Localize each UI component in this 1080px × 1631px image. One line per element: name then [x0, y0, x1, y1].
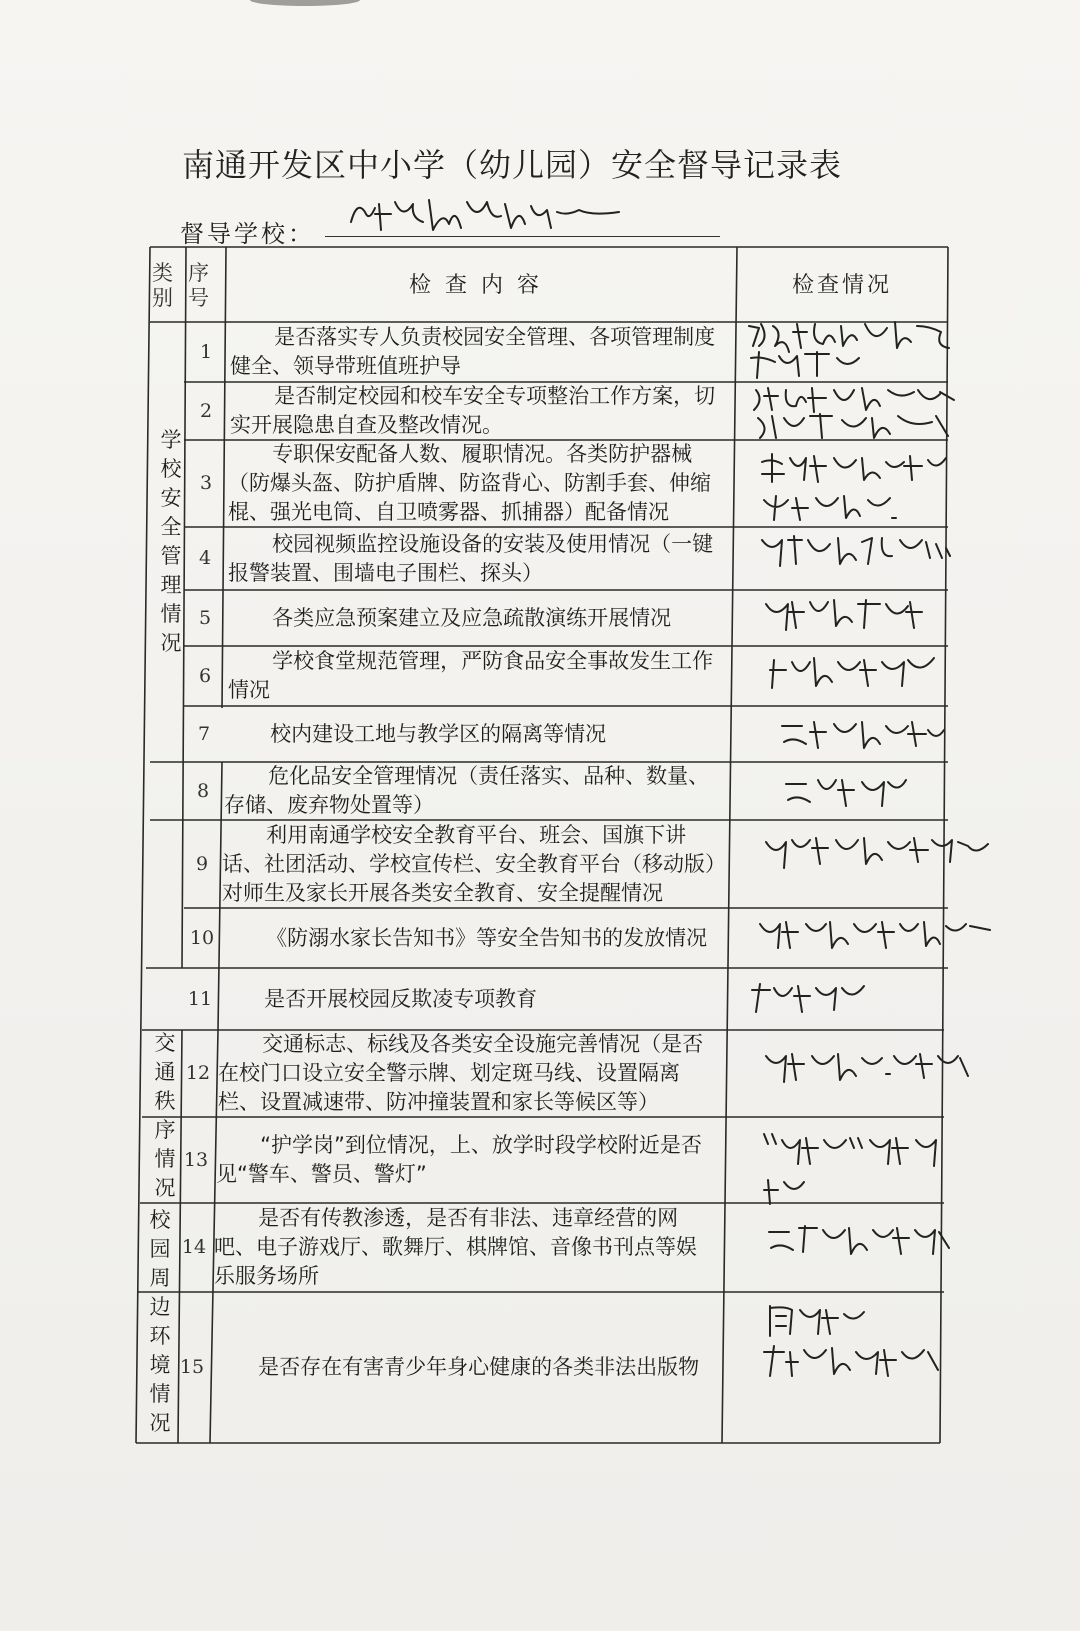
row-content: 是否存在有害青少年身心健康的各类非法出版物: [258, 1355, 700, 1379]
handwritten-result-11: [748, 976, 878, 1028]
header-number: 序号: [188, 261, 209, 310]
row-number: 5: [198, 606, 212, 629]
handwritten-result-9: [762, 828, 992, 888]
row-number: 4: [198, 547, 212, 569]
row-content: 是否落实专人负责校园安全管理、各项管理制度健全、领导带班值班护导: [230, 325, 716, 378]
handwritten-result-13: [760, 1128, 950, 1210]
row-number: 3: [199, 472, 213, 494]
row-content: 校园视频监控设施设备的安装及使用情况（一键报警装置、围墙电子围栏、探头）: [228, 531, 714, 585]
row-content: 是否制定校园和校车安全专项整治工作方案，切实开展隐患自查及整改情况。: [230, 384, 716, 437]
row-number: 10: [189, 926, 215, 949]
handwritten-result-10: [756, 912, 996, 968]
handwritten-result-15: [760, 1300, 950, 1390]
row-number: 13: [183, 1148, 209, 1171]
row-number: 8: [196, 779, 210, 802]
header-result: 检查情况: [791, 272, 892, 298]
school-label: 督导学校：: [180, 220, 315, 248]
handwritten-result-8: [782, 770, 912, 822]
page-title: 南通开发区中小学（幼儿园）安全督导记录表: [182, 146, 843, 184]
row-number: 12: [185, 1062, 211, 1084]
row-content: 是否有传教渗透，是否有非法、违章经营的网吧、电子游戏厅、歌舞厅、棋牌馆、音像书刊点等娱乐服务场所: [214, 1206, 697, 1288]
row-number: 7: [197, 722, 211, 745]
handwritten-result-2: [750, 382, 960, 444]
row-content: 各类应急预案建立及应急疏散演练开展情况: [272, 605, 672, 630]
category-label: 交通秩序情况: [154, 1031, 176, 1200]
handwritten-result-4: [758, 530, 953, 586]
row-content: 是否开展校园反欺凌专项教育: [264, 986, 538, 1011]
category-school-safety: [156, 322, 186, 762]
handwritten-result-12: [762, 1044, 972, 1100]
handwritten-result-6: [768, 650, 948, 710]
row-content: “护学岗”到位情况，上、放学时段学校附近是否见“警车、警员、警灯”: [216, 1133, 702, 1186]
category-label: 学校安全管理情况: [160, 428, 182, 655]
row-content: 利用南通学校安全教育平台、班会、国旗下讲话、社团活动、学校宣传栏、安全教育平台（移动版）对师生及家长开展各类安全教育、安全提醒情况: [222, 822, 716, 905]
header-category: 类别: [152, 261, 173, 310]
row-number: 2: [199, 399, 213, 422]
handwritten-result-14: [765, 1218, 955, 1272]
row-content: 危化品安全管理情况（责任落实、品种、数量、存储、废弃物处置等）: [224, 764, 710, 817]
row-number: 1: [199, 340, 213, 363]
row-content: 校内建设工地与教学区的隔离等情况: [270, 721, 607, 746]
row-number: 6: [198, 664, 212, 687]
header-content: 检查内容: [408, 272, 553, 298]
category-traffic: [150, 1030, 180, 1202]
row-number: 15: [179, 1356, 205, 1378]
row-number: 9: [195, 852, 209, 875]
row-content: 学校食堂规范管理，严防食品安全事故发生工作情况: [228, 649, 714, 702]
handwritten-result-1: [745, 318, 955, 384]
row-content: 专职保安配备人数、履职情况。各类防护器械（防爆头盔、防护盾牌、防盗背心、防割手套、伸缩棍、强光电筒、自卫喷雾器、抓捕器）配备情况: [228, 442, 711, 524]
row-content: 交通标志、标线及各类安全设施完善情况（是否在校门口设立安全警示牌、划定斑马线、设置隔离栏、设置减速带、防冲撞装置和家长等候区等）: [218, 1032, 704, 1114]
category-label: 校园周边环境情况: [149, 1208, 171, 1435]
row-number: 11: [187, 987, 213, 1010]
handwritten-result-3: [758, 448, 953, 528]
row-content: 《防溺水家长告知书》等安全告知书的发放情况: [266, 925, 708, 950]
handwritten-result-7: [778, 712, 948, 764]
row-number: 14: [181, 1236, 207, 1258]
handwritten-result-5: [762, 592, 932, 648]
category-surroundings: [145, 1203, 175, 1441]
